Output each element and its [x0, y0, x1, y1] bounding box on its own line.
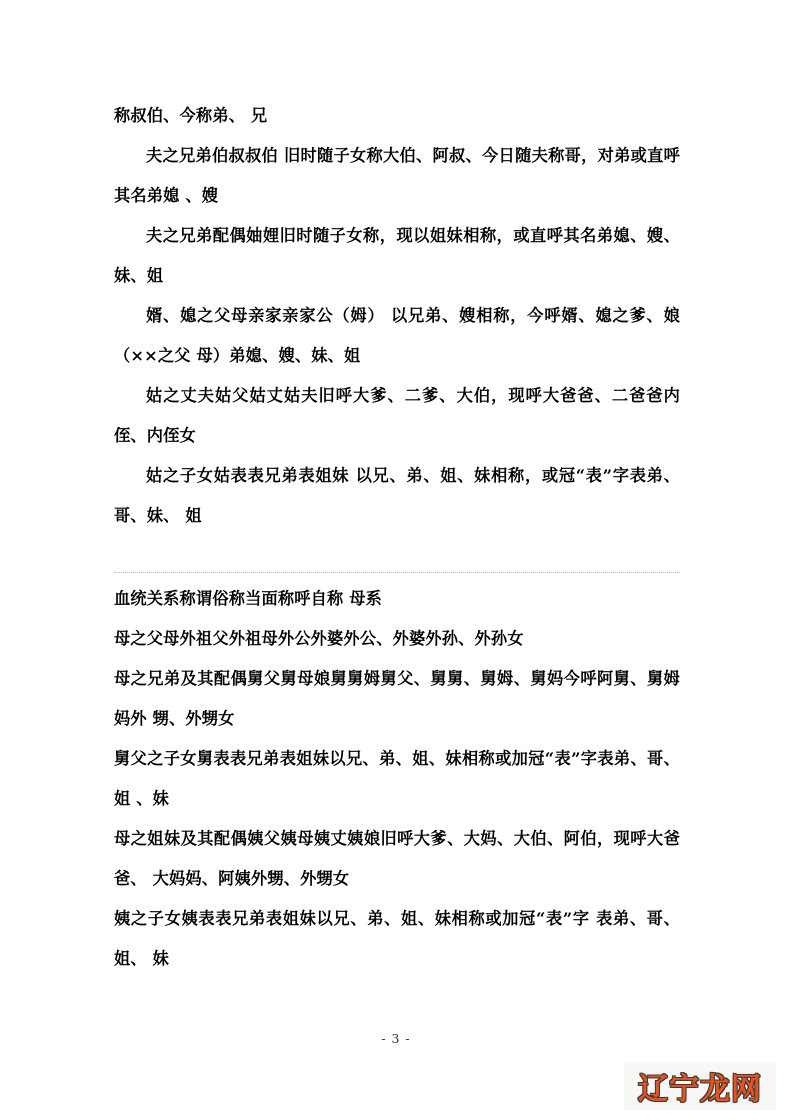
watermark-text: 辽宁龙网	[638, 1072, 762, 1107]
paragraph: 舅父之子女舅表表兄弟表姐妹以兄、弟、姐、妹相称或加冠“表”字表弟、哥、姐 、妹	[114, 749, 680, 808]
watermark	[624, 1062, 776, 1110]
paragraph: 称叔伯、今称弟、 兄	[114, 106, 268, 125]
section-spacer	[114, 536, 680, 572]
maternal-section-header: 血统关系称谓俗称当面称呼自称 母系	[114, 589, 383, 608]
page-number: - 3 -	[381, 1031, 411, 1046]
paternal-kinship-section	[114, 96, 680, 536]
maternal-kinship-section	[114, 579, 680, 979]
paragraph: 姑之子女姑表表兄弟表姐妹 以兄、弟、姐、妹相称，或冠“表”字表弟、哥、妹、 姐	[114, 466, 680, 525]
paragraph: 夫之兄弟配偶妯娌旧时随子女称，现以姐妹相称，或直呼其名弟媳、嫂、妹、姐	[114, 226, 680, 285]
paragraph: 婿、媳之父母亲家亲家公（姆） 以兄弟、嫂相称，今呼婿、媳之爹、娘（××之父 母）弟媳、嫂、妹、姐	[114, 306, 680, 365]
paragraph: 姨之子女姨表表兄弟表姐妹以兄、弟、姐、妹相称或加冠“表”字 表弟、哥、姐、 妹	[114, 909, 680, 968]
paragraph: 姑之丈夫姑父姑丈姑夫旧呼大爹、二爹、大伯，现呼大爸爸、二爸爸内侄、内侄女	[114, 386, 680, 445]
paragraph: 夫之兄弟伯叔叔伯 旧时随子女称大伯、阿叔、今日随夫称哥，对弟或直呼其名弟媳 、嫂	[114, 146, 680, 205]
paragraph: 母之兄弟及其配偶舅父舅母娘舅舅姆舅父、舅舅、舅姆、舅妈今呼阿舅、舅姆妈外 甥、外甥女	[114, 669, 680, 728]
section-divider	[114, 572, 680, 573]
paragraph: 母之姐妹及其配偶姨父姨母姨丈姨娘旧呼大爹、大妈、大伯、阿伯，现呼大爸爸、 大妈妈、阿姨外甥、外甥女	[114, 829, 680, 888]
document-body	[114, 96, 680, 979]
paragraph: 母之父母外祖父外祖母外公外婆外公、外婆外孙、外孙女	[114, 629, 524, 648]
